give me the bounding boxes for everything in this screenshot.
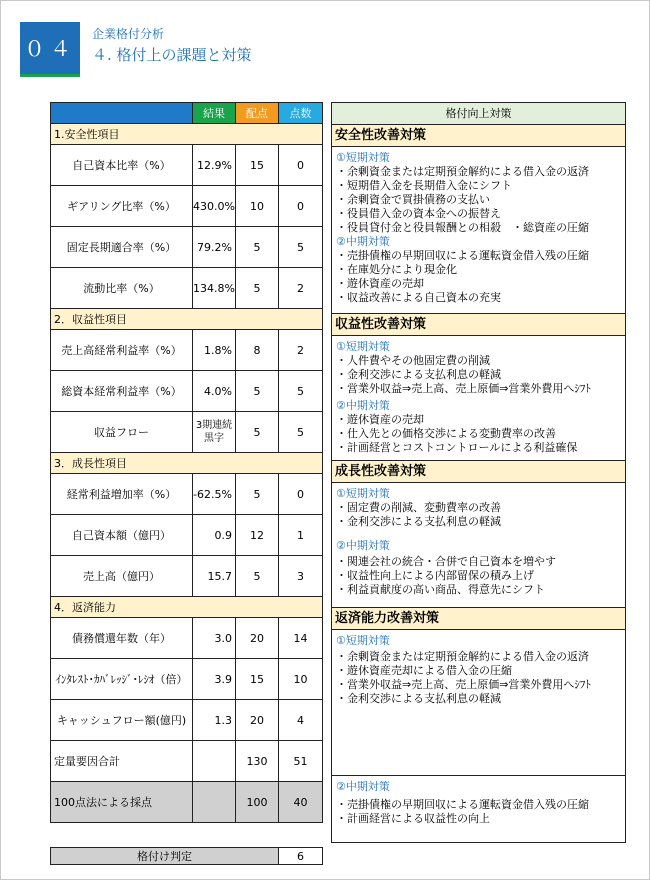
page-title: ４. 格付上の課題と対策	[92, 46, 252, 64]
table-row	[51, 618, 323, 659]
allocation-value: 20	[236, 700, 279, 741]
item-label: 総資本経常利益率（%）	[51, 371, 193, 412]
score-value: 2	[279, 330, 323, 371]
rating-score-table	[50, 102, 323, 823]
col-header-result: 結果	[193, 103, 236, 124]
col-header-score: 点数	[279, 103, 323, 124]
measure-item: ・売掛債権の早期回収による運転資金借入残の圧縮	[336, 798, 589, 811]
table-row	[51, 268, 323, 309]
result-value: 430.0%	[193, 186, 236, 227]
measure-item: ・利益貢献度の高い商品、得意先にシフト	[336, 583, 545, 596]
short-term-label: ①短期対策	[336, 151, 390, 164]
table-header-row	[51, 103, 323, 124]
measure-item: ・売掛債権の早期回収による運転資金借入残の圧縮	[336, 249, 589, 262]
score-value: 0	[279, 186, 323, 227]
item-label: 売上高（億円）	[51, 556, 193, 597]
result-value: 134.8%	[193, 268, 236, 309]
score-value: 5	[279, 227, 323, 268]
measure-item: ・在庫処分により現金化	[336, 263, 457, 276]
score-value: 2	[279, 268, 323, 309]
hundred-point-score: 40	[279, 782, 323, 823]
result-line-2: 黒字	[204, 433, 224, 444]
table-row	[51, 700, 323, 741]
short-term-label: ①短期対策	[336, 634, 390, 647]
result-value: 79.2%	[193, 227, 236, 268]
result-value: -62.5%	[193, 474, 236, 515]
measure-item: ・計画経営による収益性の向上	[336, 812, 490, 825]
allocation-value: 5	[236, 371, 279, 412]
measure-item: ・人件費やその他固定費の削減	[336, 354, 490, 367]
measure-item: ・営業外収益⇒売上高、売上原価⇒営業外費用へｼﾌﾄ	[336, 382, 591, 395]
rating-judgement-table	[50, 847, 323, 865]
section-title-growth: 3．成長性項目	[51, 453, 323, 474]
mid-term-label: ②中期対策	[336, 780, 390, 793]
result-line-1: 3期連続	[195, 420, 233, 431]
result-value: 1.8%	[193, 330, 236, 371]
allocation-value: 5	[236, 474, 279, 515]
mid-term-label: ②中期対策	[336, 399, 390, 412]
item-label: ｲﾝﾀﾚｽﾄ･ｶﾊﾞﾚｯｼﾞ･ﾚｼｵ（倍）	[51, 659, 193, 700]
measure-item: ・収益性向上による内部留保の積み上げ	[336, 569, 534, 582]
item-label: キャッシュフロー額(億円)	[51, 700, 193, 741]
measure-item: ・仕入先との価格交渉による変動費率の改善	[336, 427, 556, 440]
measure-item: ・計画経営とコストコントロールによる利益確保	[336, 441, 578, 454]
measure-item: ・金利交渉による支払利息の軽減	[336, 368, 501, 381]
result-value: 12.9%	[193, 145, 236, 186]
col-header-allocation: 配点	[236, 103, 279, 124]
score-value: 4	[279, 700, 323, 741]
measure-item: ・役員借入金の資本金への振替え	[336, 207, 501, 220]
item-label: 収益フロー	[51, 412, 193, 453]
total-result-blank	[193, 741, 236, 782]
table-header-blank	[51, 103, 193, 124]
allocation-value: 12	[236, 515, 279, 556]
measure-item: ・遊休資産の売却	[336, 413, 424, 426]
spacer	[336, 529, 625, 539]
allocation-value: 5	[236, 268, 279, 309]
item-label: 売上高経常利益率（%）	[51, 330, 193, 371]
improvement-measures-panel	[331, 102, 626, 843]
allocation-value: 5	[236, 412, 279, 453]
item-label: 固定長期適合率（%）	[51, 227, 193, 268]
short-term-label: ①短期対策	[336, 487, 390, 500]
result-value	[193, 412, 236, 453]
measure-item: ・遊休資産売却による借入金の圧縮	[336, 664, 512, 677]
result-value: 1.3	[193, 700, 236, 741]
table-row	[51, 227, 323, 268]
total-label: 定量要因合計	[51, 741, 193, 782]
total-score: 51	[279, 741, 323, 782]
section-number-badge	[20, 22, 80, 74]
measures-section-title: 収益性改善対策	[332, 314, 625, 336]
allocation-value: 20	[236, 618, 279, 659]
item-label: ギアリング比率（%）	[51, 186, 193, 227]
result-value: 0.9	[193, 515, 236, 556]
measures-section-title: 返済能力改善対策	[332, 608, 625, 630]
table-row	[51, 474, 323, 515]
score-value: 1	[279, 515, 323, 556]
score-value: 10	[279, 659, 323, 700]
table-row	[51, 515, 323, 556]
measures-section-body	[332, 483, 625, 608]
measures-section-body	[332, 776, 625, 842]
allocation-value: 15	[236, 145, 279, 186]
table-row	[51, 145, 323, 186]
rating-judgement-label: 格付け判定	[51, 848, 279, 865]
section-number: ０４	[24, 37, 76, 61]
measures-section-body	[332, 630, 625, 776]
allocation-value: 8	[236, 330, 279, 371]
table-row	[51, 371, 323, 412]
score-value: 0	[279, 474, 323, 515]
measure-item: ・金利交渉による支払利息の軽減	[336, 515, 501, 528]
measure-item: ・余剰資金または定期預金解約による借入金の返済	[336, 650, 589, 663]
measure-item: ・遊休資産の売却	[336, 277, 424, 290]
rating-judgement-row	[51, 848, 323, 865]
measure-item: ・営業外収益⇒売上高、売上原価⇒営業外費用へｼﾌﾄ	[336, 678, 591, 691]
hundred-point-row	[51, 782, 323, 823]
allocation-value: 10	[236, 186, 279, 227]
item-label: 債務償還年数（年）	[51, 618, 193, 659]
mid-term-label: ②中期対策	[336, 539, 390, 552]
hundred-point-label: 100点法による採点	[51, 782, 193, 823]
allocation-value: 5	[236, 227, 279, 268]
item-label: 経常利益増加率（%）	[51, 474, 193, 515]
section-title-profitability: 2．収益性項目	[51, 309, 323, 330]
measure-item: ・固定費の削減、変動費率の改善	[336, 501, 501, 514]
score-value: 0	[279, 145, 323, 186]
allocation-value: 15	[236, 659, 279, 700]
total-row	[51, 741, 323, 782]
measure-item: ・余剰資金で買掛債務の支払い	[336, 193, 490, 206]
item-label: 流動比率（%）	[51, 268, 193, 309]
score-value: 5	[279, 412, 323, 453]
measures-header: 格付向上対策	[332, 103, 625, 125]
item-label: 自己資本額（億円）	[51, 515, 193, 556]
total-allocation: 130	[236, 741, 279, 782]
measures-section-body	[332, 147, 625, 314]
measure-item: ・金利交渉による支払利息の軽減	[336, 692, 501, 705]
result-value: 4.0%	[193, 371, 236, 412]
badge-underline	[20, 74, 80, 77]
short-term-label: ①短期対策	[336, 340, 390, 353]
measure-item: ・収益改善による自己資本の充実	[336, 291, 501, 304]
measures-section-title: 成長性改善対策	[332, 461, 625, 483]
page-kicker: 企業格付分析	[92, 27, 165, 41]
result-value: 3.9	[193, 659, 236, 700]
measures-section-body	[332, 336, 625, 461]
measure-item: ・短期借入金を長期借入金にシフト	[336, 179, 512, 192]
table-row	[51, 330, 323, 371]
result-value: 15.7	[193, 556, 236, 597]
measure-item: ・余剰資金または定期預金解約による借入金の返済	[336, 165, 589, 178]
table-row	[51, 186, 323, 227]
score-value: 5	[279, 371, 323, 412]
section-title-repayment: 4．返済能力	[51, 597, 323, 618]
score-value: 14	[279, 618, 323, 659]
hundred-point-allocation: 100	[236, 782, 279, 823]
mid-term-label: ②中期対策	[336, 235, 390, 248]
item-label: 自己資本比率（%）	[51, 145, 193, 186]
section-title-safety: 1.安全性項目	[51, 124, 323, 145]
table-row	[51, 659, 323, 700]
table-row	[51, 556, 323, 597]
measure-item: ・関連会社の統合・合併で自己資本を増やす	[336, 555, 556, 568]
measures-section-title: 安全性改善対策	[332, 125, 625, 147]
result-value: 3.0	[193, 618, 236, 659]
measure-item: ・役員貸付金と役員報酬との相殺 ・総資産の圧縮	[336, 221, 589, 234]
allocation-value: 5	[236, 556, 279, 597]
score-value: 3	[279, 556, 323, 597]
hundred-point-result-blank	[193, 782, 236, 823]
table-row	[51, 412, 323, 453]
rating-judgement-value: 6	[279, 848, 323, 865]
